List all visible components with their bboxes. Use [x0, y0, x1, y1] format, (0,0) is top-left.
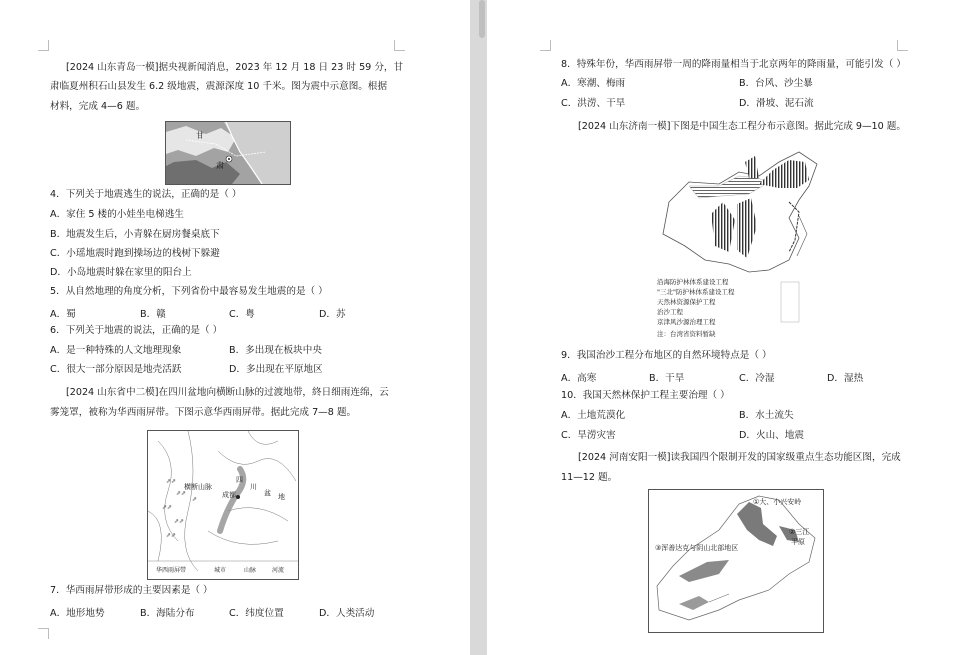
option-c: C．旱涝灾害 — [561, 430, 616, 441]
map-label: ②三江 — [789, 528, 810, 536]
option-a: A．土地荒漠化 — [561, 410, 626, 421]
option-b: B．地震发生后，小青躲在厨房餐桌底下 — [50, 229, 220, 240]
option-b: B．多出现在板块中央 — [229, 345, 322, 356]
svg-text:⇗⇗: ⇗⇗ — [162, 504, 173, 511]
option-d: D．火山、地震 — [739, 430, 804, 441]
map-label: ①大、小兴安岭 — [753, 498, 802, 506]
document-page-left — [0, 0, 470, 655]
option-d: D．小岛地震时躲在家里的阳台上 — [50, 267, 192, 278]
ecological-zones-map — [648, 489, 824, 633]
page-gap — [470, 0, 487, 655]
svg-text:⇗⇗: ⇗⇗ — [166, 478, 177, 485]
ecological-projects-map — [649, 142, 827, 342]
map-label: 平原 — [791, 538, 805, 546]
option-b: B．赣 — [140, 309, 166, 320]
svg-text:⇗⇗: ⇗⇗ — [174, 518, 185, 525]
option-a: A．寒潮、梅雨 — [561, 78, 626, 89]
option-a: A．家住 5 楼的小娃坐电梯逃生 — [50, 209, 184, 220]
question-intro: [2024 山东省中二模]在四川盆地向横断山脉的过渡地带，終日细雨连绵，云 — [66, 387, 389, 398]
option-b: B．水土流失 — [739, 410, 794, 421]
map-label: 甘 — [196, 131, 204, 140]
rain-screen-map — [147, 430, 299, 580]
option-d: D．湿热 — [827, 373, 864, 384]
map-label: ③浑善达克与阴山北部地区 — [655, 544, 739, 552]
option-c: C．粤 — [229, 309, 255, 320]
crop-mark — [38, 40, 49, 51]
crop-mark — [394, 40, 405, 51]
question-intro: [2024 河南安阳一模]读我国四个限制开发的国家级重点生态功能区图，完成 — [578, 452, 901, 463]
option-c: C．洪涝、干旱 — [561, 98, 626, 109]
option-a: A．地形地势 — [50, 608, 105, 619]
map-label: 地 — [278, 493, 285, 501]
question-intro: 11—12 题。 — [561, 472, 618, 483]
map-label: 横断山脉 — [184, 483, 212, 491]
legend-item: 城市 — [214, 567, 227, 574]
question-6: 6．下列关于地震的说法，正确的是（ ） — [50, 325, 223, 336]
crop-mark — [38, 628, 49, 639]
legend-item: 天然林资源保护工程 — [657, 298, 716, 306]
option-b: B．海陆分布 — [140, 608, 195, 619]
legend-note: 注：台湾省资料暂缺 — [657, 330, 716, 338]
svg-text:⇗: ⇗ — [192, 496, 198, 503]
epicenter-map — [165, 121, 291, 185]
question-9: 9．我国治沙工程分布地区的自然环境特点是（ ） — [561, 350, 772, 361]
legend-item: 河流 — [272, 567, 285, 574]
question-intro: [2024 山东青岛一模]据央视新闻消息，2023 年 12 月 18 日 23 时 59 分，甘 — [66, 62, 404, 73]
option-d: D．滑坡、泥石流 — [739, 98, 814, 109]
map-label: 成都 — [222, 491, 236, 499]
option-d: D．多出现在平原地区 — [229, 364, 323, 375]
question-7: 7．华西雨屏带形成的主要因素是（ ） — [50, 585, 213, 596]
legend-item: 京津风沙源治理工程 — [657, 318, 716, 326]
option-d: D．人类活动 — [319, 608, 375, 619]
legend-item: 治沙工程 — [657, 308, 683, 316]
option-a: A．高寒 — [561, 373, 597, 384]
option-c: C．纬度位置 — [229, 608, 284, 619]
map-label: 盆 — [264, 489, 271, 497]
legend-item: 沿海防护林体系建设工程 — [657, 278, 729, 286]
option-b: B．干旱 — [649, 373, 685, 384]
map-label: 肃 — [216, 161, 224, 170]
svg-text:⇗⇗: ⇗⇗ — [166, 532, 177, 539]
question-intro: 材料，完成 4—6 题。 — [50, 101, 146, 112]
option-d: D．苏 — [319, 309, 346, 320]
question-intro: 雾笼罩，被称为华西雨屏带。下图示意华西雨屏带。据此完成 7—8 题。 — [50, 407, 357, 418]
question-intro: 肃临夏州积石山县发生 6.2 级地震，震源深度 10 千米。图为震中示意图。根据 — [50, 81, 388, 92]
map-label: 川 — [250, 483, 257, 491]
document-page-right — [487, 0, 972, 655]
legend-item: 华西雨屏带 — [156, 567, 187, 574]
crop-mark — [897, 40, 908, 51]
svg-text:⇗⇗: ⇗⇗ — [176, 490, 187, 497]
option-c: C．小瑶地震时跑到操场边的栈树下躲避 — [50, 248, 220, 259]
question-10: 10．我国天然林保护工程主要治理（ ） — [561, 390, 730, 401]
option-c: C．很大一部分原因是地壳活跃 — [50, 364, 182, 375]
option-a: A．蜀 — [50, 309, 76, 320]
option-a: A．是一种特殊的人文地理现象 — [50, 345, 182, 356]
scrollbar-thumb[interactable] — [479, 0, 485, 38]
legend-item: 山脉 — [244, 567, 257, 574]
map-label: 四 — [236, 476, 243, 484]
legend-item: "三北"防护林体系建设工程 — [657, 288, 735, 296]
option-c: C．冷湿 — [739, 373, 775, 384]
question-4: 4．下列关于地震逃生的说法，正确的是（ ） — [50, 189, 242, 200]
crop-mark — [540, 40, 551, 51]
question-8: 8．特殊年份，华西雨屏带一周的降雨量相当于北京两年的降雨量，可能引发（ ） — [561, 59, 906, 70]
option-b: B．台风、沙尘暴 — [739, 78, 813, 89]
question-intro: [2024 山东济南一模]下图是中国生态工程分布示意图。据此完成 9—10 题。 — [578, 121, 906, 132]
question-5: 5．从自然地理的角度分析，下列省份中最容易发生地震的是（ ） — [50, 286, 328, 297]
